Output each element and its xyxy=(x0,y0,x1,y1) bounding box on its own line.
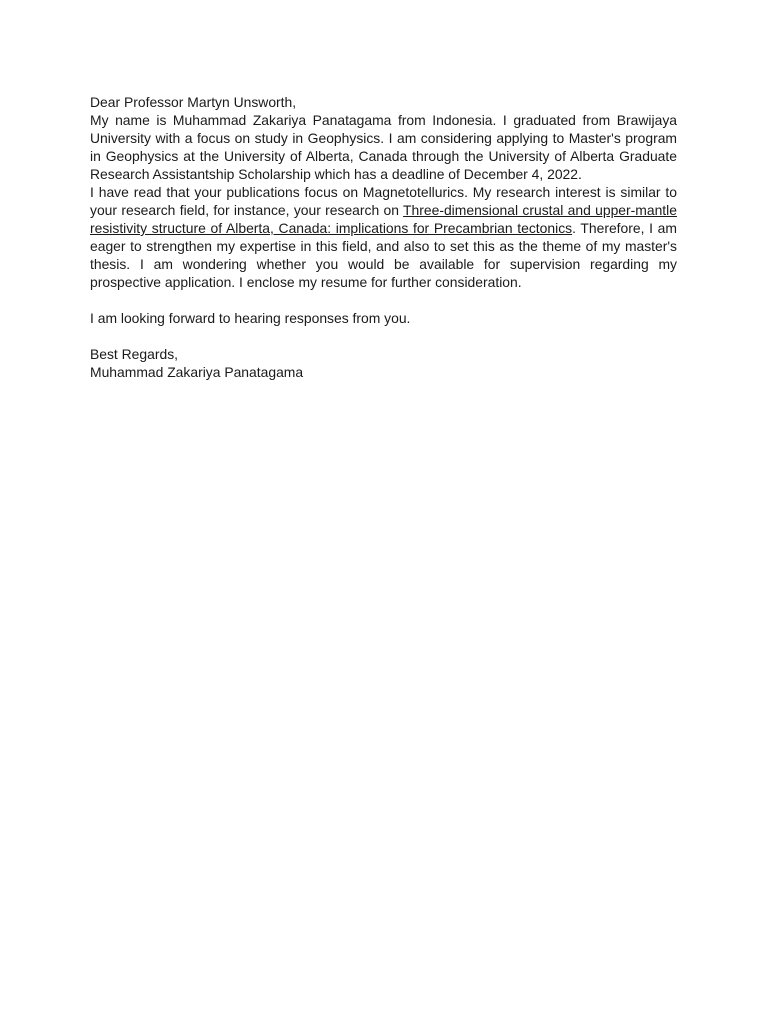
letter-document xyxy=(90,93,677,381)
salutation: Dear Professor Martyn Unsworth, xyxy=(90,94,297,110)
paragraph-spacer xyxy=(90,291,677,309)
research-paragraph-text-end: . Therefore, I am eager to strengthen my expertise in this field, and also to set this as the theme of my master's thesis. I am wondering whether you would be available for supervision regarding my prospective application. I enclose my resume for further consideration. xyxy=(90,220,677,290)
research-paragraph-text-start: I have read that your publications focus on Magnetotellurics. My research interest is similar to your research field, for instance, your research on xyxy=(90,184,677,218)
publication-link[interactable]: Three-dimensional crustal and upper-mantle resistivity structure of Alberta, Canada: implications for Precambrian tectonics xyxy=(90,202,677,236)
signature-name: Muhammad Zakariya Panatagama xyxy=(90,364,304,380)
sign-off: Best Regards, xyxy=(90,346,179,362)
paragraph-spacer xyxy=(90,327,677,345)
intro-paragraph: My name is Muhammad Zakariya Panatagama from Indonesia. I graduated from Brawijaya University with a focus on study in Geophysics. I am considering applying to Master's program in Geophysics at the University of Alberta, Canada through the University of Alberta Graduate Research Assistantship Scholarship which has a deadline of December 4, 2022. xyxy=(90,112,677,182)
closing-line: I am looking forward to hearing responses from you. xyxy=(90,310,411,326)
research-paragraph xyxy=(90,183,677,291)
